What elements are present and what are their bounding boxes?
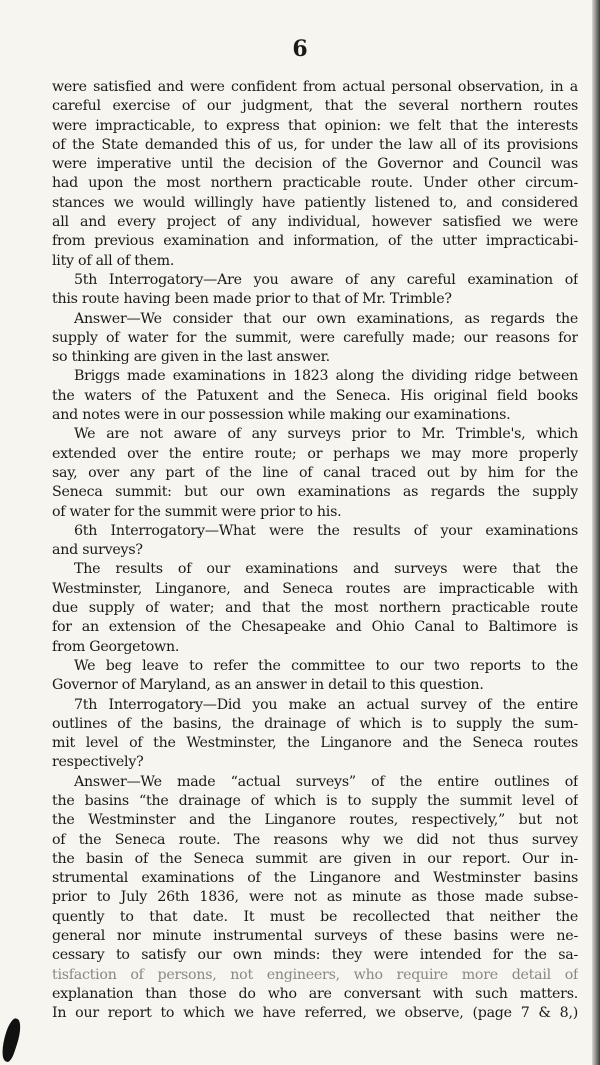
text-line: from Georgetown. — [52, 638, 180, 655]
text-line: the basin of the Seneca summit are given in our report. Our in- — [52, 850, 578, 867]
text-line: strumental examinations of the Linganore and Westminster basins — [52, 870, 578, 887]
text-line: Westminster, Linganore, and Seneca routes are impracticable with — [52, 580, 578, 597]
text-line: of the Seneca route. The reasons why we did not thus survey — [52, 831, 578, 848]
text-line: extended over the entire route; or perhaps we may more properly — [52, 445, 578, 462]
text-line: prior to July 26th 1836, were not as minute as those made subse- — [52, 889, 578, 906]
page-number: 6 — [292, 36, 308, 62]
ink-blot — [0, 1017, 24, 1063]
text-line: tisfaction of persons, not engineers, who require more detail of — [52, 966, 578, 983]
text-line: of the State demanded this of us, for under the law all of its provisions — [52, 136, 578, 153]
text-line: We beg leave to refer the committee to our two reports to the — [74, 657, 578, 674]
text-line: lity of all of them. — [52, 252, 175, 269]
text-line: were imperative until the decision of the Governor and Council was — [52, 156, 578, 173]
text-line: cessary to satisfy our own minds: they were intended for the sa- — [52, 947, 578, 964]
text-line: Briggs made examinations in 1823 along the dividing ridge between — [74, 368, 578, 385]
text-line: and surveys? — [52, 542, 143, 559]
text-line: quently to that date. It must be recollected that neither the — [52, 908, 578, 925]
text-line: In our report to which we have referred, we observe, (page 7 & 8,) — [52, 1005, 578, 1022]
text-line: supply of water for the summit, were carefully made; our reasons for — [52, 329, 578, 346]
text-line: were impracticable, to express that opinion: we felt that the interests — [52, 117, 578, 134]
text-line: the Westminster and the Linganore routes, respectively,” but not — [52, 812, 578, 829]
answer-line: Answer—We made “actual surveys” of the entire outlines of — [74, 773, 578, 790]
text-line: Seneca summit: but our own examinations as regards the supply — [52, 484, 578, 501]
interrogatory-line: 7th Interrogatory—Did you make an actual survey of the entire — [74, 696, 578, 713]
text-line: stances we would willingly have patiently listened to, and considered — [52, 194, 578, 211]
interrogatory-line: 6th Interrogatory—What were the results of your examinations — [74, 522, 578, 539]
answer-line: Answer—We consider that our own examinations, as regards the — [74, 310, 578, 327]
page-edge-shadow — [592, 0, 600, 1065]
text-line: due supply of water; and that the most northern practicable route — [52, 600, 578, 617]
text-line: the basins “the drainage of which is to supply the summit level of — [52, 792, 578, 809]
text-line: from previous examination and information, of the utter impracticabi- — [52, 233, 578, 250]
text-line: all and every project of any individual, however satisfied we were — [52, 214, 578, 231]
text-line: this route having been made prior to that of Mr. Trimble? — [52, 291, 452, 308]
text-line: The results of our examinations and surveys were that the — [74, 561, 578, 578]
text-line: explanation than those do who are conversant with such matters. — [52, 985, 578, 1002]
text-line: respectively? — [52, 754, 144, 771]
text-line: were satisfied and were confident from actual personal observation, in a — [52, 79, 578, 95]
text-line: had upon the most northern practicable route. Under other circum- — [52, 175, 578, 192]
text-line: outlines of the basins, the drainage of which is to supply the sum- — [52, 715, 578, 732]
interrogatory-line: 5th Interrogatory—Are you aware of any careful examination of — [74, 271, 578, 288]
body-text — [52, 78, 578, 1024]
text-line: general nor minute instrumental surveys of these basins were ne- — [52, 928, 578, 945]
text-line: say, over any part of the line of canal traced out by him for the — [52, 464, 578, 481]
text-line: of water for the summit were prior to his. — [52, 503, 342, 520]
text-line: We are not aware of any surveys prior to Mr. Trimble's, which — [74, 426, 578, 443]
text-line: and notes were in our possession while making our examinations. — [52, 407, 511, 424]
text-line: the waters of the Patuxent and the Seneca. His original field books — [52, 387, 578, 404]
text-line: mit level of the Westminster, the Linganore and the Seneca routes — [52, 735, 578, 752]
text-line: careful exercise of our judgment, that the several northern routes — [52, 98, 578, 115]
text-line: for an extension of the Chesapeake and Ohio Canal to Baltimore is — [52, 619, 578, 636]
text-line: so thinking are given in the last answer. — [52, 349, 330, 366]
text-line: Governor of Maryland, as an answer in detail to this question. — [52, 677, 484, 694]
